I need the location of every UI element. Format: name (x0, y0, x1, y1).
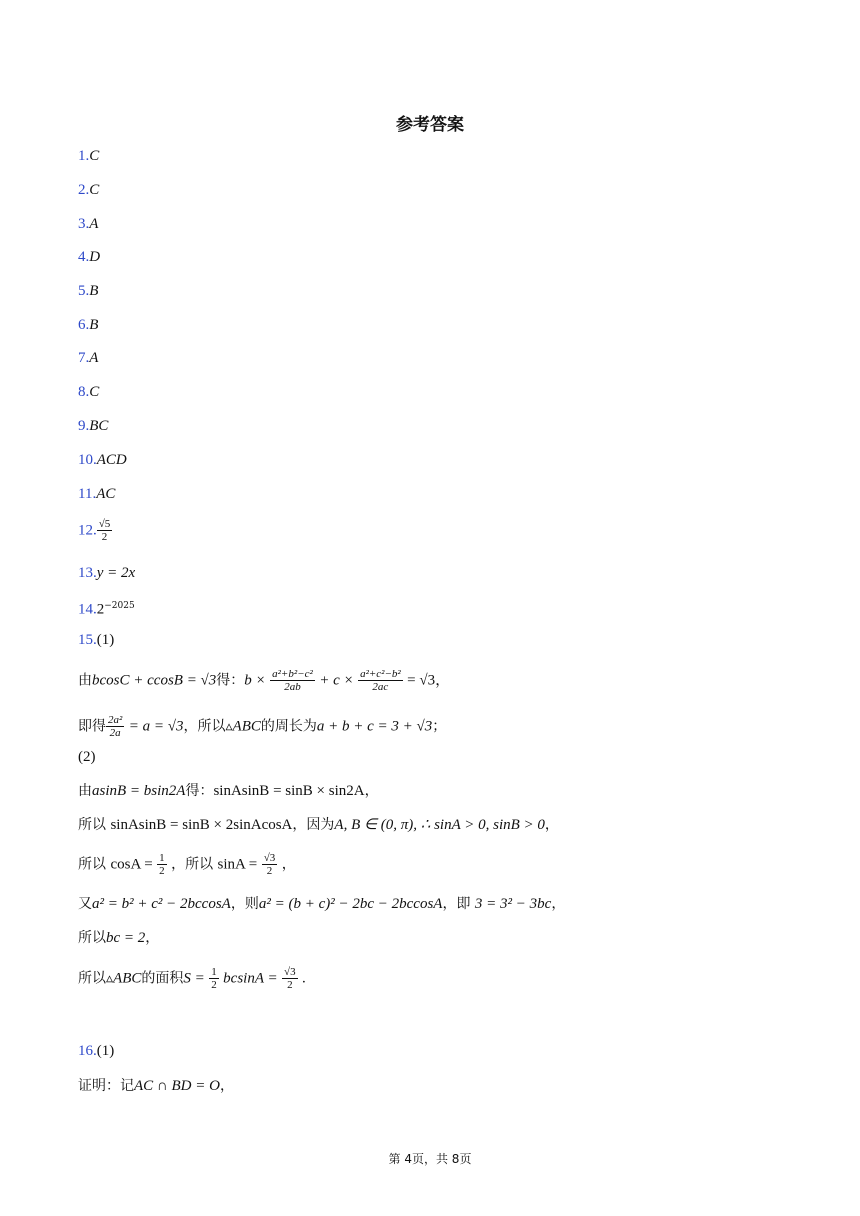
solution-line: 由asinB = bsin2A得：sinAsinB = sinB × sin2A， (78, 783, 379, 799)
answer-item: 9.BC (78, 418, 109, 434)
answer-item: 10.ACD (78, 452, 127, 468)
solution-part-label: (2) (78, 749, 96, 765)
solution-line: 即得 $\frac{\text{2a²}}{2a}$ = a = √3，所以▵ABC的周长为a + b + c = 3 + √3； (78, 714, 447, 739)
answer-item-13: 13.y = 2x (78, 565, 136, 581)
question-16-header: 16.(1) (78, 1043, 115, 1059)
solution-line: 所以bc = 2， (78, 930, 160, 946)
answer-item: 11.AC (78, 486, 116, 502)
answer-item-14: $14.2^{-2025}$ (78, 601, 135, 618)
answer-item-12: 12. $\frac{√5}{2}$ (78, 518, 111, 543)
answer-item: 2.C (78, 182, 100, 198)
solution-line: 又a² = b² + c² − 2bccosA，则a² = (b + c)² − 2bc − 2bccosA，即 3 = 3² − 3bc， (78, 896, 566, 912)
fraction: $\frac{√5}{2}$ (98, 518, 111, 543)
answer-item: 4.D (78, 249, 101, 265)
solution-line: 由bcosC + ccosB = √3得：b × $\frac{\text{a²+b²−c²}}{2ab}$ + c × $\frac{\text{a²+c²−b²}}{2ac}$ = √3， (78, 668, 451, 693)
answer-item: 3.A (78, 216, 99, 232)
answer-item: 8.C (78, 384, 100, 400)
solution-line: 所以 sinAsinB = sinB × 2sinAcosA，因为A, B ∈ (0, π), ∴ sinA > 0, sinB > 0， (78, 817, 559, 833)
solution-line: 所以 cosA = $\frac{1}{2}$ ，所以 sinA = $\frac{√3}{2}$ ， (78, 852, 296, 877)
answer-item: 6.B (78, 317, 99, 333)
solution-line: 证明：记AC ∩ BD = O， (78, 1078, 234, 1094)
page-title: 参考答案 (396, 115, 464, 135)
answer-item: 1.C (78, 148, 100, 164)
answer-item: 5.B (78, 283, 99, 299)
page-footer: 第 4页，共 8页 (388, 1152, 472, 1166)
answer-item: 7.A (78, 350, 99, 366)
question-15-header: 15.(1) (78, 632, 115, 648)
solution-line: 所以▵ABC的面积S = $\frac{1}{2}$ bcsinA = $\frac{√3}{2}$ . (78, 966, 306, 991)
